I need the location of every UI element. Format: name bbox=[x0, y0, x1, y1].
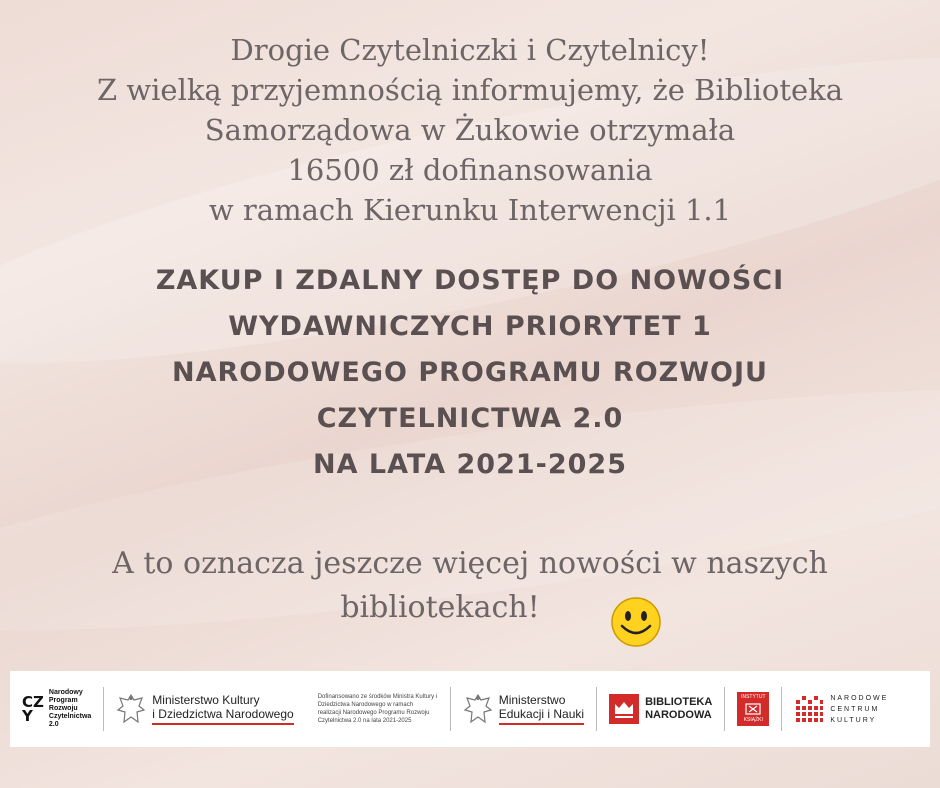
castle-dots-icon bbox=[794, 694, 824, 724]
intro-line: Samorządowa w Żukowie otrzymała bbox=[204, 113, 736, 147]
logo-mkidn bbox=[104, 671, 305, 747]
mkidn-line: i Dziedzictwa Narodowego bbox=[152, 707, 294, 721]
logo-nck bbox=[782, 671, 900, 747]
polish-eagle-icon bbox=[463, 692, 493, 726]
bn-line: BIBLIOTEKA bbox=[645, 696, 713, 708]
nck-line: KULTURY bbox=[830, 716, 877, 724]
nprc-label bbox=[49, 689, 91, 729]
nprc-mark-bottom: Y bbox=[22, 707, 33, 725]
nprc-line: Narodowy bbox=[48, 689, 83, 696]
nck-label bbox=[830, 693, 888, 726]
logo-instytut-ksiazki bbox=[725, 671, 781, 747]
nprc-line: Czytelnictwa bbox=[48, 713, 92, 720]
nck-line: NARODOWE bbox=[830, 694, 889, 702]
logo-biblioteka-narodowa bbox=[597, 671, 724, 747]
logo-mein bbox=[451, 671, 596, 747]
crown-icon bbox=[609, 694, 639, 724]
intro-line: Z wielką przyjemnością informujemy, że Biblioteka bbox=[96, 73, 844, 107]
headline-line: CZYTELNICTWA 2.0 bbox=[316, 403, 624, 434]
sponsor-logo-bar bbox=[10, 671, 930, 747]
outro-text bbox=[0, 542, 940, 630]
nprc-line: 2.0 bbox=[48, 721, 59, 728]
mein-line: Ministerstwo bbox=[498, 693, 566, 707]
bn-label bbox=[645, 696, 712, 722]
book-icon bbox=[745, 703, 761, 715]
bn-line: NARODOWA bbox=[645, 709, 712, 721]
headline-line: NA LATA 2021-2025 bbox=[312, 449, 627, 480]
intro-text bbox=[0, 30, 940, 230]
mkidn-line: Ministerstwo Kultury bbox=[152, 693, 260, 707]
ik-line: KSIĄŻKI bbox=[743, 717, 763, 723]
nck-line: CENTRUM bbox=[830, 705, 880, 713]
outro-line: bibliotekach! bbox=[340, 590, 540, 625]
outro-line: A to oznacza jeszcze więcej nowości w naszych bbox=[112, 546, 828, 581]
headline-line: NARODOWEGO PROGRAMU ROZWOJU bbox=[172, 357, 768, 388]
logo-nprc bbox=[10, 671, 103, 747]
mein-line: Edukacji i Nauki bbox=[498, 707, 585, 721]
funding-note-text: Dofinansowano ze środków Ministra Kultury i Dziedzictwa Narodowego w ramach realizacji Narodowego Programu Rozwoju Czytelnictwa 2.0 na lata 2021-2025 bbox=[317, 694, 438, 724]
smiley-face-icon bbox=[610, 596, 662, 648]
headline-line: WYDAWNICZYCH PRIORYTET 1 bbox=[228, 311, 712, 342]
mein-label bbox=[499, 693, 584, 725]
nprc-mark bbox=[22, 695, 44, 723]
nprc-line: Program bbox=[48, 697, 78, 704]
funding-note bbox=[306, 671, 450, 747]
nprc-mark-top: CZ bbox=[22, 693, 44, 711]
instytut-ksiazki-badge bbox=[737, 692, 769, 726]
mkidn-label bbox=[152, 693, 293, 725]
headline-text bbox=[0, 258, 940, 488]
polish-eagle-icon bbox=[116, 692, 146, 726]
ik-line: INSTYTUT bbox=[741, 694, 766, 700]
intro-line: w ramach Kierunku Interwencji 1.1 bbox=[208, 193, 732, 227]
headline-line: ZAKUP I ZDALNY DOSTĘP DO NOWOŚCI bbox=[155, 265, 785, 296]
intro-line: Drogie Czytelniczki i Czytelnicy! bbox=[230, 33, 710, 67]
nprc-line: Rozwoju bbox=[48, 705, 78, 712]
intro-line: 16500 zł dofinansowania bbox=[287, 153, 653, 187]
